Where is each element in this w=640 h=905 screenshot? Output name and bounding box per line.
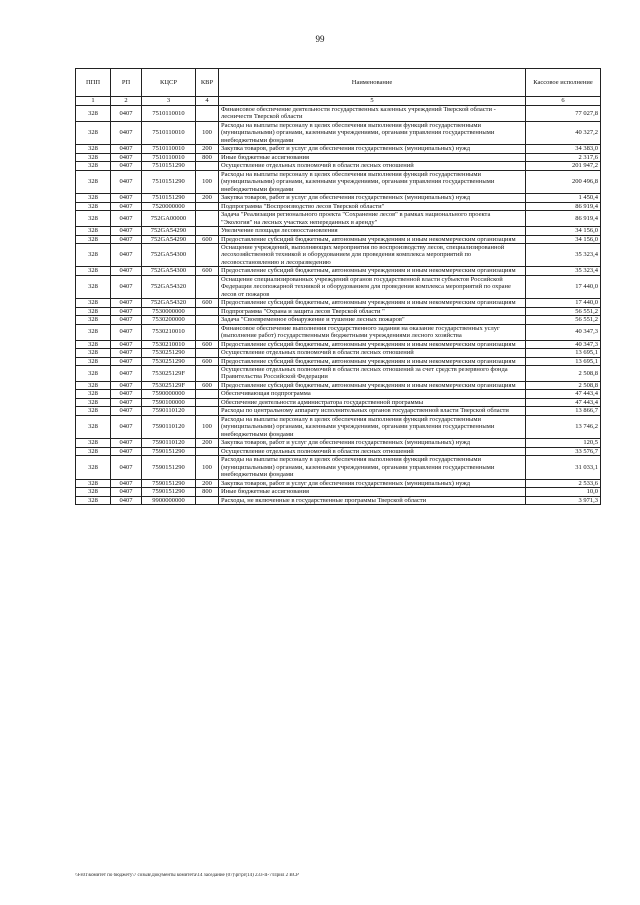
cell-name: Расходы на выплаты персоналу в целях обеспечения выполнения функций государственными (муниципальными) органами, казенными учреждениями, органами управления государственными внебюджетными фондами [219,456,526,479]
cell-amount: 17 440,0 [526,299,601,307]
cell-kcsr: 7590151290 [142,479,196,487]
cell-name: Закупка товаров, работ и услуг для обеспечения государственных (муниципальных) нужд [219,194,526,202]
cell-kcsr: 7510151290 [142,170,196,193]
cell-rp: 0407 [111,390,142,398]
cell-rp: 0407 [111,398,142,406]
header-kcsr: КЦСР [142,69,196,97]
table-row [76,227,601,235]
cell-kcsr: 7510110010 [142,153,196,161]
cell-name: Закупка товаров, работ и услуг для обеспечения государственных (муниципальных) нужд [219,145,526,153]
cell-kcsr: 752GA54320 [142,275,196,298]
cell-amount: 40 327,2 [526,121,601,144]
table-row [76,398,601,406]
cell-kvr: 100 [196,121,219,144]
cell-name: Предоставление субсидий бюджетным, автономным учреждениям и иным некоммерческим организациям [219,381,526,389]
cell-rp: 0407 [111,162,142,170]
cell-amount: 86 919,4 [526,211,601,227]
column-number: 4 [196,97,219,106]
cell-rp: 0407 [111,439,142,447]
table-row [76,479,601,487]
cell-amount: 201 947,2 [526,162,601,170]
cell-rp: 0407 [111,488,142,496]
cell-amount: 56 551,2 [526,316,601,324]
cell-kcsr: 7510110010 [142,106,196,122]
cell-name: Закупка товаров, работ и услуг для обеспечения государственных (муниципальных) нужд [219,479,526,487]
table-row [76,488,601,496]
cell-kvr [196,307,219,315]
cell-amount: 35 323,4 [526,243,601,266]
cell-kcsr: 752GA54320 [142,299,196,307]
cell-name: Оснащение специализированных учреждений органов государственной власти субъектов Российской Федерации лесопожарной техникой и оборудованием для проведения комплекса мероприятий по охране лесов от пожаров [219,275,526,298]
cell-kvr [196,316,219,324]
cell-kcsr: 7530200000 [142,316,196,324]
cell-rp: 0407 [111,307,142,315]
table-row [76,275,601,298]
cell-kvr [196,496,219,504]
cell-rp: 0407 [111,170,142,193]
cell-amount: 120,5 [526,439,601,447]
cell-kvr: 100 [196,456,219,479]
column-number: 6 [526,97,601,106]
cell-ppp: 328 [76,235,111,243]
cell-kcsr: 7530210010 [142,340,196,348]
column-number-row [76,97,601,106]
cell-ppp: 328 [76,415,111,438]
cell-ppp: 328 [76,243,111,266]
cell-ppp: 328 [76,496,111,504]
cell-kcsr: 752GA00000 [142,211,196,227]
cell-kvr [196,106,219,122]
table-row [76,162,601,170]
cell-kcsr: 7530000000 [142,307,196,315]
cell-name: Задача "Своевременное обнаружение и тушение лесных пожаров" [219,316,526,324]
table-row [76,243,601,266]
cell-kcsr: 752GA54300 [142,267,196,275]
cell-ppp: 328 [76,324,111,340]
cell-name: Увеличение площади лесовосстановления [219,227,526,235]
cell-kvr: 200 [196,145,219,153]
cell-name: Обеспечение деятельности администратора государственной программы [219,398,526,406]
table-row [76,170,601,193]
cell-rp: 0407 [111,479,142,487]
cell-kcsr: 7590110120 [142,407,196,415]
cell-rp: 0407 [111,153,142,161]
cell-rp: 0407 [111,211,142,227]
table-row [76,447,601,455]
header-amount: Кассовое исполнение [526,69,601,97]
table-row [76,340,601,348]
cell-amount: 34 383,0 [526,145,601,153]
cell-ppp: 328 [76,106,111,122]
cell-kvr [196,162,219,170]
cell-name: Подпрограмма "Воспроизводство лесов Тверской области" [219,202,526,210]
cell-amount: 31 033,1 [526,456,601,479]
cell-ppp: 328 [76,299,111,307]
cell-ppp: 328 [76,316,111,324]
cell-rp: 0407 [111,349,142,357]
cell-kcsr: 752GA54290 [142,235,196,243]
cell-rp: 0407 [111,299,142,307]
cell-kcsr: 7590151290 [142,456,196,479]
cell-rp: 0407 [111,357,142,365]
cell-rp: 0407 [111,275,142,298]
page-number: 99 [315,34,325,44]
cell-rp: 0407 [111,267,142,275]
cell-name: Иные бюджетные ассигнования [219,153,526,161]
cell-name: Задача "Реализация регионального проекта "Сохранение лесов" в рамках национального проекта "Экология" на лесных участках непереданных в аренду" [219,211,526,227]
cell-amount: 2 508,8 [526,381,601,389]
cell-amount: 40 347,3 [526,340,601,348]
cell-kvr: 800 [196,153,219,161]
cell-kcsr: 7590110120 [142,439,196,447]
cell-rp: 0407 [111,202,142,210]
cell-kvr [196,366,219,382]
cell-name: Предоставление субсидий бюджетным, автономным учреждениям и иным некоммерческим организациям [219,235,526,243]
cell-kcsr: 7530251290 [142,357,196,365]
cell-kvr: 600 [196,235,219,243]
table-row [76,153,601,161]
table-row [76,316,601,324]
cell-kvr [196,227,219,235]
cell-rp: 0407 [111,456,142,479]
table-row [76,324,601,340]
cell-ppp: 328 [76,456,111,479]
cell-amount: 47 443,4 [526,390,601,398]
cell-amount: 56 551,2 [526,307,601,315]
column-number: 5 [219,97,526,106]
cell-kvr [196,275,219,298]
cell-amount: 35 323,4 [526,267,601,275]
cell-rp: 0407 [111,415,142,438]
cell-kcsr: 753025129F [142,366,196,382]
cell-kcsr: 752GA54300 [142,243,196,266]
cell-kcsr: 7510151290 [142,194,196,202]
cell-rp: 0407 [111,407,142,415]
cell-rp: 0407 [111,340,142,348]
cell-ppp: 328 [76,357,111,365]
cell-amount: 47 443,4 [526,398,601,406]
table-row [76,407,601,415]
cell-ppp: 328 [76,390,111,398]
table-row [76,267,601,275]
cell-name: Предоставление субсидий бюджетным, автономным учреждениям и иным некоммерческим организациям [219,299,526,307]
table-row [76,106,601,122]
cell-name: Расходы, не включенные в государственные программы Тверской области [219,496,526,504]
cell-kvr [196,447,219,455]
table-row [76,456,601,479]
cell-rp: 0407 [111,316,142,324]
column-number: 3 [142,97,196,106]
cell-kcsr: 753025129F [142,381,196,389]
cell-name: Расходы по центральному аппарату исполнительных органов государственной власти Тверской области [219,407,526,415]
cell-rp: 0407 [111,121,142,144]
cell-name: Обеспечивающая подпрограмма [219,390,526,398]
cell-rp: 0407 [111,447,142,455]
cell-name: Предоставление субсидий бюджетным, автономным учреждениям и иным некоммерческим организациям [219,357,526,365]
cell-amount: 86 919,4 [526,202,601,210]
cell-name: Оснащение учреждений, выполняющих мероприятия по воспроизводству лесов, специализированной лесохозяйственной техникой и оборудованием для проведения комплекса мероприятий по лесовосстановлению и лесоразведению [219,243,526,266]
cell-name: Осуществление отдельных полномочий в области лесных отношений [219,162,526,170]
cell-ppp: 328 [76,340,111,348]
column-number: 1 [76,97,111,106]
table-row [76,366,601,382]
cell-ppp: 328 [76,381,111,389]
cell-kvr: 100 [196,415,219,438]
cell-name: Подпрограмма "Охрана и защита лесов Тверской области " [219,307,526,315]
cell-kcsr: 9900000000 [142,496,196,504]
cell-amount: 34 156,0 [526,235,601,243]
cell-rp: 0407 [111,106,142,122]
cell-kcsr: 7530251290 [142,349,196,357]
cell-name: Финансовое обеспечение выполнения государственного задания на оказание государственных услуг (выполнение работ) государственными бюджетными учреждениями лесного хозяйства [219,324,526,340]
cell-rp: 0407 [111,194,142,202]
cell-kvr: 600 [196,340,219,348]
cell-kvr: 800 [196,488,219,496]
cell-kvr: 200 [196,194,219,202]
cell-name: Иные бюджетные ассигнования [219,488,526,496]
cell-amount: 34 156,0 [526,227,601,235]
cell-kvr: 200 [196,479,219,487]
header-kvr: КВР [196,69,219,97]
cell-amount: 13 866,7 [526,407,601,415]
cell-amount: 77 027,8 [526,106,601,122]
cell-amount: 40 347,3 [526,324,601,340]
cell-kvr [196,202,219,210]
cell-ppp: 328 [76,366,111,382]
table-row [76,439,601,447]
cell-ppp: 328 [76,439,111,447]
cell-amount: 2 508,8 [526,366,601,382]
column-number: 2 [111,97,142,106]
table-row [76,307,601,315]
cell-kcsr: 7510110010 [142,121,196,144]
table-row [76,381,601,389]
cell-name: Финансовое обеспечение деятельности государственных казенных учреждений Тверской области - лесничеств Тверской области [219,106,526,122]
cell-kvr: 600 [196,381,219,389]
table-row [76,121,601,144]
header-name: Наименование [219,69,526,97]
cell-amount: 2 317,6 [526,153,601,161]
table-row [76,145,601,153]
table-row [76,415,601,438]
cell-kvr [196,398,219,406]
table-row [76,390,601,398]
cell-kvr [196,211,219,227]
table-row [76,299,601,307]
cell-amount: 3 971,3 [526,496,601,504]
cell-rp: 0407 [111,145,142,153]
cell-ppp: 328 [76,227,111,235]
cell-ppp: 328 [76,447,111,455]
cell-amount: 2 533,6 [526,479,601,487]
cell-ppp: 328 [76,349,111,357]
cell-ppp: 328 [76,267,111,275]
table-row [76,349,601,357]
cell-kvr: 600 [196,267,219,275]
footer-file-path: \\Fs01\комитет по бюджету\7 созыв\Документы комитета\14 заседание (07)\pr\pr(14) 233-II-7\Прил 2 ВСР [75,873,299,878]
cell-ppp: 328 [76,145,111,153]
cell-ppp: 328 [76,307,111,315]
table-header-row [76,69,601,97]
cell-kcsr: 7520000000 [142,202,196,210]
table-row [76,202,601,210]
table-row [76,194,601,202]
cell-kvr [196,243,219,266]
table-row [76,357,601,365]
cell-amount: 13 695,1 [526,349,601,357]
cell-name: Предоставление субсидий бюджетным, автономным учреждениям и иным некоммерческим организациям [219,340,526,348]
cell-ppp: 328 [76,488,111,496]
cell-name: Предоставление субсидий бюджетным, автономным учреждениям и иным некоммерческим организациям [219,267,526,275]
cell-rp: 0407 [111,227,142,235]
cell-name: Осуществление отдельных полномочий в области лесных отношений [219,349,526,357]
cell-kvr [196,349,219,357]
cell-ppp: 328 [76,479,111,487]
cell-kcsr: 7590110120 [142,415,196,438]
cell-name: Расходы на выплаты персоналу в целях обеспечения выполнения функций государственными (муниципальными) органами, казенными учреждениями, органами управления государственными внебюджетными фондами [219,121,526,144]
cell-amount: 1 450,4 [526,194,601,202]
cell-ppp: 328 [76,275,111,298]
table-row [76,496,601,504]
cell-amount: 10,0 [526,488,601,496]
cell-kvr: 100 [196,170,219,193]
cell-rp: 0407 [111,243,142,266]
cell-kcsr: 7590100000 [142,398,196,406]
cell-kvr: 600 [196,299,219,307]
cell-name: Расходы на выплаты персоналу в целях обеспечения выполнения функций государственными (муниципальными) органами, казенными учреждениями, органами управления государственными внебюджетными фондами [219,170,526,193]
cell-kcsr: 7590151290 [142,447,196,455]
cell-kvr [196,407,219,415]
header-rp: РП [111,69,142,97]
table-row [76,211,601,227]
cell-ppp: 328 [76,153,111,161]
cell-ppp: 328 [76,398,111,406]
cell-name: Осуществление отдельных полномочий в области лесных отношений [219,447,526,455]
budget-table [75,68,601,505]
cell-rp: 0407 [111,324,142,340]
cell-kvr: 200 [196,439,219,447]
cell-kcsr: 7510110010 [142,145,196,153]
cell-amount: 33 576,7 [526,447,601,455]
header-ppp: ППП [76,69,111,97]
cell-ppp: 328 [76,162,111,170]
cell-kvr: 600 [196,357,219,365]
cell-ppp: 328 [76,121,111,144]
cell-kcsr: 7510151290 [142,162,196,170]
cell-kvr [196,390,219,398]
cell-amount: 200 496,8 [526,170,601,193]
cell-name: Расходы на выплаты персоналу в целях обеспечения выполнения функций государственными (муниципальными) органами, казенными учреждениями, органами управления государственными внебюджетными фондами [219,415,526,438]
cell-kvr [196,324,219,340]
cell-amount: 13 746,2 [526,415,601,438]
cell-name: Осуществление отдельных полномочий в области лесных отношений за счет средств резервного фонда Правительства Российской Федерации [219,366,526,382]
cell-kcsr: 752GA54290 [142,227,196,235]
cell-rp: 0407 [111,235,142,243]
cell-ppp: 328 [76,407,111,415]
table-row [76,235,601,243]
cell-amount: 13 695,1 [526,357,601,365]
cell-ppp: 328 [76,170,111,193]
cell-rp: 0407 [111,381,142,389]
cell-ppp: 328 [76,211,111,227]
cell-kcsr: 7530210010 [142,324,196,340]
cell-rp: 0407 [111,496,142,504]
cell-name: Закупка товаров, работ и услуг для обеспечения государственных (муниципальных) нужд [219,439,526,447]
table-body [76,106,601,505]
cell-ppp: 328 [76,194,111,202]
cell-kcsr: 7590000000 [142,390,196,398]
cell-ppp: 328 [76,202,111,210]
cell-kcsr: 7590151290 [142,488,196,496]
cell-amount: 17 440,0 [526,275,601,298]
cell-rp: 0407 [111,366,142,382]
